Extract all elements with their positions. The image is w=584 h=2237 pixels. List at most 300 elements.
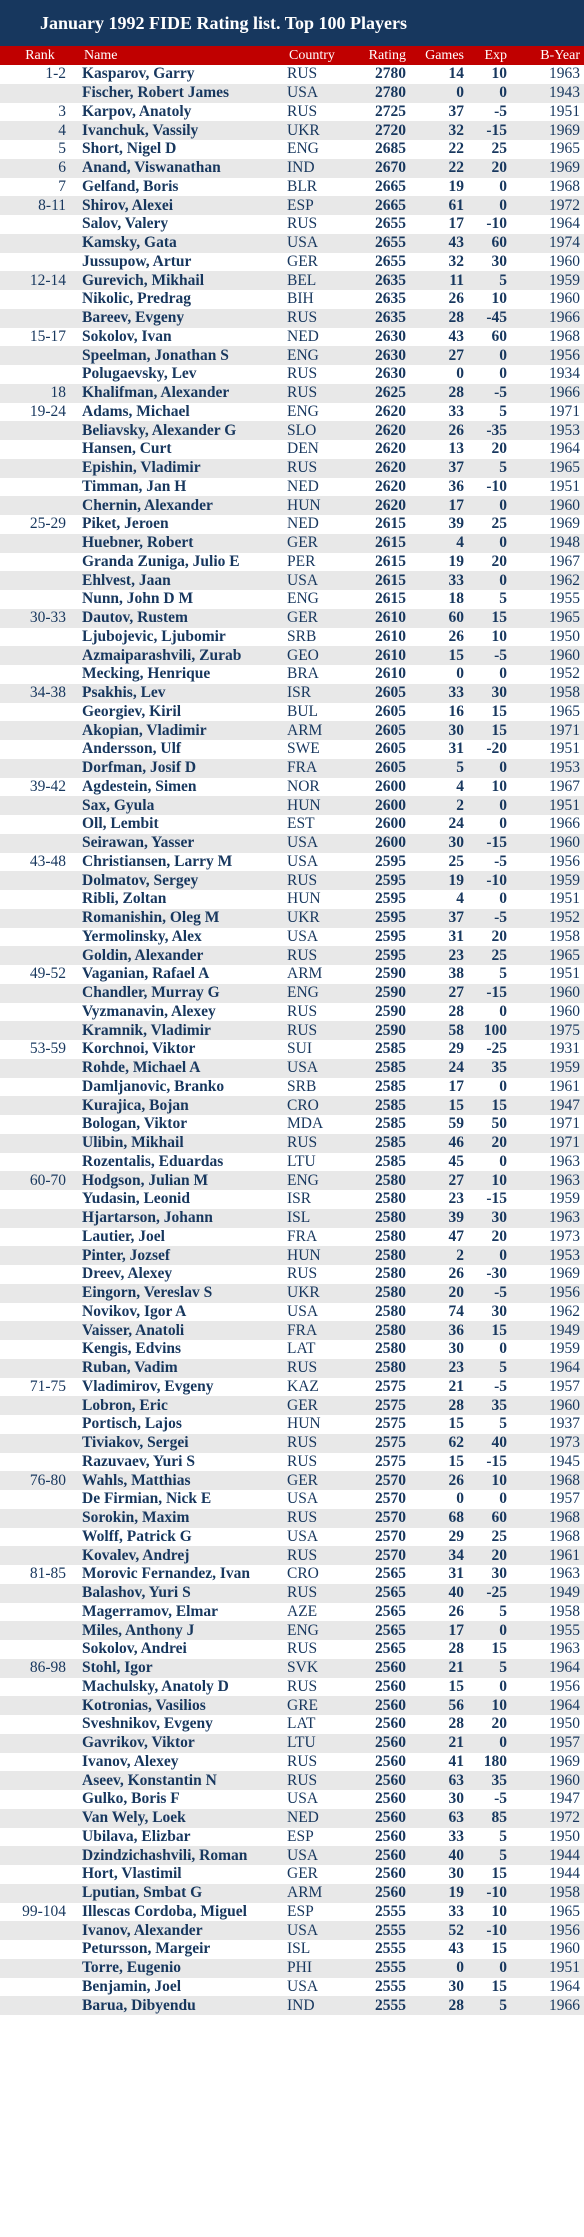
player-name-cell: Chernin, Alexander bbox=[80, 496, 285, 515]
table-row bbox=[0, 1959, 584, 1978]
birth-year-cell: 1955 bbox=[511, 1621, 584, 1640]
exp-cell: 25 bbox=[468, 946, 511, 965]
table-row bbox=[0, 796, 584, 815]
games-cell: 28 bbox=[410, 309, 468, 328]
player-name-cell: Epishin, Vladimir bbox=[80, 459, 285, 478]
games-cell: 23 bbox=[410, 1359, 468, 1378]
birth-year-cell: 1960 bbox=[511, 646, 584, 665]
player-name-cell: Romanishin, Oleg M bbox=[80, 909, 285, 928]
birth-year-cell: 1956 bbox=[511, 1678, 584, 1697]
table-row bbox=[0, 140, 584, 159]
rank-cell bbox=[0, 1546, 80, 1565]
games-cell: 23 bbox=[410, 946, 468, 965]
exp-cell: 0 bbox=[468, 1246, 511, 1265]
exp-cell: -25 bbox=[468, 1584, 511, 1603]
player-name-cell: Speelman, Jonathan S bbox=[80, 346, 285, 365]
table-row bbox=[0, 1771, 584, 1790]
birth-year-cell: 1963 bbox=[511, 65, 584, 84]
games-cell: 17 bbox=[410, 215, 468, 234]
player-name-cell: Kovalev, Andrej bbox=[80, 1546, 285, 1565]
table-row bbox=[0, 1528, 584, 1547]
exp-cell: -5 bbox=[468, 853, 511, 872]
table-row bbox=[0, 834, 584, 853]
exp-cell: 30 bbox=[468, 684, 511, 703]
games-cell: 19 bbox=[410, 178, 468, 197]
table-row bbox=[0, 1809, 584, 1828]
birth-year-cell: 1969 bbox=[511, 1753, 584, 1772]
player-name-cell: Korchnoi, Viktor bbox=[80, 1040, 285, 1059]
rank-cell bbox=[0, 1115, 80, 1134]
country-cell: USA bbox=[285, 1303, 348, 1322]
country-cell: RUS bbox=[285, 1753, 348, 1772]
exp-cell: -10 bbox=[468, 871, 511, 890]
table-row bbox=[0, 1996, 584, 2015]
rating-cell: 2575 bbox=[348, 1415, 410, 1434]
exp-cell: 20 bbox=[468, 1715, 511, 1734]
exp-cell: 0 bbox=[468, 1340, 511, 1359]
country-cell: BIH bbox=[285, 290, 348, 309]
exp-cell: 0 bbox=[468, 1959, 511, 1978]
table-row bbox=[0, 346, 584, 365]
birth-year-cell: 1951 bbox=[511, 1959, 584, 1978]
player-name-cell: Short, Nigel D bbox=[80, 140, 285, 159]
birth-year-cell: 1960 bbox=[511, 496, 584, 515]
player-name-cell: Magerramov, Elmar bbox=[80, 1603, 285, 1622]
rating-cell: 2585 bbox=[348, 1115, 410, 1134]
table-row bbox=[0, 871, 584, 890]
exp-cell: 5 bbox=[468, 1603, 511, 1622]
birth-year-cell: 1937 bbox=[511, 1415, 584, 1434]
exp-cell: 10 bbox=[468, 1471, 511, 1490]
games-cell: 26 bbox=[410, 290, 468, 309]
country-cell: RUS bbox=[285, 1003, 348, 1022]
games-cell: 18 bbox=[410, 590, 468, 609]
rating-cell: 2560 bbox=[348, 1659, 410, 1678]
rank-cell bbox=[0, 1059, 80, 1078]
table-row bbox=[0, 84, 584, 103]
country-cell: NED bbox=[285, 1809, 348, 1828]
games-cell: 15 bbox=[410, 1096, 468, 1115]
rating-cell: 2595 bbox=[348, 890, 410, 909]
rank-cell bbox=[0, 984, 80, 1003]
player-name-cell: Dreev, Alexey bbox=[80, 1265, 285, 1284]
birth-year-cell: 1945 bbox=[511, 1453, 584, 1472]
player-name-cell: Nunn, John D M bbox=[80, 590, 285, 609]
exp-cell: 35 bbox=[468, 1771, 511, 1790]
rating-cell: 2630 bbox=[348, 346, 410, 365]
rating-cell: 2565 bbox=[348, 1565, 410, 1584]
rating-cell: 2555 bbox=[348, 1940, 410, 1959]
rank-cell: 30-33 bbox=[0, 609, 80, 628]
birth-year-cell: 1943 bbox=[511, 84, 584, 103]
games-cell: 36 bbox=[410, 1321, 468, 1340]
rating-cell: 2570 bbox=[348, 1528, 410, 1547]
games-cell: 21 bbox=[410, 1734, 468, 1753]
player-name-cell: Damljanovic, Branko bbox=[80, 1078, 285, 1097]
exp-cell: 30 bbox=[468, 1209, 511, 1228]
rating-cell: 2570 bbox=[348, 1490, 410, 1509]
table-row bbox=[0, 309, 584, 328]
games-cell: 24 bbox=[410, 1059, 468, 1078]
rating-cell: 2560 bbox=[348, 1696, 410, 1715]
rank-cell bbox=[0, 646, 80, 665]
birth-year-cell: 1963 bbox=[511, 1153, 584, 1172]
rating-cell: 2620 bbox=[348, 403, 410, 422]
table-row bbox=[0, 1228, 584, 1247]
rating-cell: 2610 bbox=[348, 609, 410, 628]
birth-year-cell: 1965 bbox=[511, 459, 584, 478]
games-cell: 17 bbox=[410, 1078, 468, 1097]
country-cell: FRA bbox=[285, 1228, 348, 1247]
table-row bbox=[0, 196, 584, 215]
games-cell: 28 bbox=[410, 1396, 468, 1415]
rating-cell: 2720 bbox=[348, 121, 410, 140]
rank-cell bbox=[0, 909, 80, 928]
player-name-cell: Ribli, Zoltan bbox=[80, 890, 285, 909]
country-cell: ARM bbox=[285, 1884, 348, 1903]
country-cell: BUL bbox=[285, 703, 348, 722]
country-cell: RUS bbox=[285, 1265, 348, 1284]
table-row bbox=[0, 1753, 584, 1772]
birth-year-cell: 1971 bbox=[511, 403, 584, 422]
exp-cell: -10 bbox=[468, 215, 511, 234]
games-cell: 29 bbox=[410, 1528, 468, 1547]
table-row bbox=[0, 1434, 584, 1453]
country-cell: LAT bbox=[285, 1715, 348, 1734]
birth-year-cell: 1959 bbox=[511, 1340, 584, 1359]
birth-year-cell: 1963 bbox=[511, 1209, 584, 1228]
games-cell: 22 bbox=[410, 140, 468, 159]
player-name-cell: Barua, Dibyendu bbox=[80, 1996, 285, 2015]
exp-cell: 0 bbox=[468, 1003, 511, 1022]
table-row bbox=[0, 496, 584, 515]
rank-cell bbox=[0, 1678, 80, 1697]
rating-cell: 2560 bbox=[348, 1865, 410, 1884]
birth-year-cell: 1963 bbox=[511, 1171, 584, 1190]
birth-year-cell: 1944 bbox=[511, 1846, 584, 1865]
rank-cell bbox=[0, 796, 80, 815]
rank-cell bbox=[0, 571, 80, 590]
player-name-cell: Aseev, Konstantin N bbox=[80, 1771, 285, 1790]
games-cell: 4 bbox=[410, 778, 468, 797]
rank-cell bbox=[0, 1153, 80, 1172]
games-cell: 37 bbox=[410, 103, 468, 122]
country-cell: HUN bbox=[285, 890, 348, 909]
birth-year-cell: 1960 bbox=[511, 290, 584, 309]
rating-cell: 2560 bbox=[348, 1846, 410, 1865]
games-cell: 28 bbox=[410, 1640, 468, 1659]
table-row bbox=[0, 1640, 584, 1659]
birth-year-cell: 1952 bbox=[511, 909, 584, 928]
rank-cell bbox=[0, 1978, 80, 1997]
player-name-cell: Tiviakov, Sergei bbox=[80, 1434, 285, 1453]
country-cell: USA bbox=[285, 84, 348, 103]
country-cell: NED bbox=[285, 478, 348, 497]
country-cell: USA bbox=[285, 834, 348, 853]
player-name-cell: Sokolov, Andrei bbox=[80, 1640, 285, 1659]
table-row bbox=[0, 1153, 584, 1172]
exp-cell: -10 bbox=[468, 478, 511, 497]
player-name-cell: Nikolic, Predrag bbox=[80, 290, 285, 309]
birth-year-cell: 1944 bbox=[511, 1865, 584, 1884]
rank-cell: 3 bbox=[0, 103, 80, 122]
exp-cell: 15 bbox=[468, 609, 511, 628]
exp-cell: 0 bbox=[468, 890, 511, 909]
rank-cell: 12-14 bbox=[0, 271, 80, 290]
games-cell: 26 bbox=[410, 628, 468, 647]
birth-year-cell: 1964 bbox=[511, 215, 584, 234]
country-cell: ARM bbox=[285, 965, 348, 984]
country-cell: NED bbox=[285, 515, 348, 534]
games-cell: 37 bbox=[410, 909, 468, 928]
rating-cell: 2595 bbox=[348, 909, 410, 928]
exp-cell: 0 bbox=[468, 346, 511, 365]
games-cell: 23 bbox=[410, 1190, 468, 1209]
birth-year-cell: 1968 bbox=[511, 1471, 584, 1490]
rank-cell bbox=[0, 1246, 80, 1265]
rating-cell: 2620 bbox=[348, 459, 410, 478]
exp-cell: -5 bbox=[468, 909, 511, 928]
games-cell: 30 bbox=[410, 1978, 468, 1997]
table-row bbox=[0, 384, 584, 403]
games-cell: 2 bbox=[410, 1246, 468, 1265]
rating-cell: 2685 bbox=[348, 140, 410, 159]
exp-cell: 5 bbox=[468, 1846, 511, 1865]
games-cell: 39 bbox=[410, 515, 468, 534]
table-row bbox=[0, 1453, 584, 1472]
country-cell: ENG bbox=[285, 1171, 348, 1190]
country-cell: BEL bbox=[285, 271, 348, 290]
rank-cell: 8-11 bbox=[0, 196, 80, 215]
table-row bbox=[0, 1546, 584, 1565]
country-cell: GEO bbox=[285, 646, 348, 665]
games-cell: 30 bbox=[410, 721, 468, 740]
games-cell: 26 bbox=[410, 1265, 468, 1284]
table-row bbox=[0, 684, 584, 703]
games-cell: 15 bbox=[410, 1453, 468, 1472]
rating-cell: 2670 bbox=[348, 159, 410, 178]
country-cell: MDA bbox=[285, 1115, 348, 1134]
birth-year-cell: 1950 bbox=[511, 1715, 584, 1734]
games-cell: 20 bbox=[410, 1284, 468, 1303]
games-cell: 36 bbox=[410, 478, 468, 497]
games-cell: 43 bbox=[410, 328, 468, 347]
rank-cell: 71-75 bbox=[0, 1378, 80, 1397]
country-cell: USA bbox=[285, 1059, 348, 1078]
rating-cell: 2565 bbox=[348, 1584, 410, 1603]
player-name-cell: Kasparov, Garry bbox=[80, 65, 285, 84]
rank-cell bbox=[0, 290, 80, 309]
games-cell: 47 bbox=[410, 1228, 468, 1247]
country-cell: RUS bbox=[285, 65, 348, 84]
games-cell: 33 bbox=[410, 1903, 468, 1922]
rank-cell: 43-48 bbox=[0, 853, 80, 872]
rank-cell bbox=[0, 1228, 80, 1247]
country-cell: RUS bbox=[285, 103, 348, 122]
rank-cell: 53-59 bbox=[0, 1040, 80, 1059]
player-name-cell: Van Wely, Loek bbox=[80, 1809, 285, 1828]
exp-cell: -10 bbox=[468, 1921, 511, 1940]
birth-year-cell: 1947 bbox=[511, 1096, 584, 1115]
exp-cell: 25 bbox=[468, 140, 511, 159]
birth-year-cell: 1966 bbox=[511, 309, 584, 328]
rating-cell: 2580 bbox=[348, 1171, 410, 1190]
rank-cell bbox=[0, 534, 80, 553]
games-cell: 43 bbox=[410, 1940, 468, 1959]
games-cell: 31 bbox=[410, 928, 468, 947]
games-cell: 46 bbox=[410, 1134, 468, 1153]
birth-year-cell: 1973 bbox=[511, 1434, 584, 1453]
country-cell: SLO bbox=[285, 421, 348, 440]
exp-cell: 10 bbox=[468, 628, 511, 647]
player-name-cell: Salov, Valery bbox=[80, 215, 285, 234]
games-cell: 15 bbox=[410, 646, 468, 665]
player-name-cell: Yermolinsky, Alex bbox=[80, 928, 285, 947]
player-name-cell: Sorokin, Maxim bbox=[80, 1509, 285, 1528]
exp-cell: -15 bbox=[468, 1190, 511, 1209]
rank-cell bbox=[0, 871, 80, 890]
table-row bbox=[0, 1978, 584, 1997]
player-name-cell: Beliavsky, Alexander G bbox=[80, 421, 285, 440]
birth-year-cell: 1959 bbox=[511, 1059, 584, 1078]
rank-cell bbox=[0, 815, 80, 834]
exp-cell: 20 bbox=[468, 1134, 511, 1153]
rank-cell bbox=[0, 440, 80, 459]
exp-cell: 20 bbox=[468, 440, 511, 459]
player-name-cell: Ivanchuk, Vassily bbox=[80, 121, 285, 140]
exp-cell: 10 bbox=[468, 1903, 511, 1922]
table-row bbox=[0, 178, 584, 197]
player-name-cell: Jussupow, Artur bbox=[80, 253, 285, 272]
rank-cell bbox=[0, 253, 80, 272]
exp-cell: 5 bbox=[468, 965, 511, 984]
country-cell: BLR bbox=[285, 178, 348, 197]
rating-cell: 2655 bbox=[348, 215, 410, 234]
exp-cell: 20 bbox=[468, 928, 511, 947]
birth-year-cell: 1964 bbox=[511, 1359, 584, 1378]
rating-cell: 2555 bbox=[348, 1921, 410, 1940]
exp-cell: 15 bbox=[468, 1865, 511, 1884]
table-row bbox=[0, 1621, 584, 1640]
rating-cell: 2585 bbox=[348, 1059, 410, 1078]
birth-year-cell: 1968 bbox=[511, 1528, 584, 1547]
birth-year-cell: 1965 bbox=[511, 609, 584, 628]
exp-cell: 0 bbox=[468, 1621, 511, 1640]
birth-year-cell: 1974 bbox=[511, 234, 584, 253]
exp-cell: -5 bbox=[468, 103, 511, 122]
country-cell: GER bbox=[285, 1396, 348, 1415]
exp-cell: 10 bbox=[468, 1171, 511, 1190]
birth-year-cell: 1963 bbox=[511, 1640, 584, 1659]
exp-cell: 0 bbox=[468, 571, 511, 590]
rating-cell: 2560 bbox=[348, 1771, 410, 1790]
table-row bbox=[0, 103, 584, 122]
rank-cell: 39-42 bbox=[0, 778, 80, 797]
rank-cell bbox=[0, 928, 80, 947]
table-row bbox=[0, 1940, 584, 1959]
country-cell: GER bbox=[285, 1471, 348, 1490]
games-cell: 28 bbox=[410, 1996, 468, 2015]
country-cell: LTU bbox=[285, 1734, 348, 1753]
country-cell: ENG bbox=[285, 403, 348, 422]
rank-cell: 7 bbox=[0, 178, 80, 197]
country-cell: RUS bbox=[285, 1678, 348, 1697]
player-name-cell: Gulko, Boris F bbox=[80, 1790, 285, 1809]
table-row bbox=[0, 946, 584, 965]
games-cell: 22 bbox=[410, 159, 468, 178]
table-row bbox=[0, 1846, 584, 1865]
player-name-cell: Lputian, Smbat G bbox=[80, 1884, 285, 1903]
rating-cell: 2610 bbox=[348, 628, 410, 647]
country-cell: ISR bbox=[285, 684, 348, 703]
rank-cell bbox=[0, 1603, 80, 1622]
table-row bbox=[0, 1321, 584, 1340]
player-name-cell: Dautov, Rustem bbox=[80, 609, 285, 628]
player-name-cell: Rozentalis, Eduardas bbox=[80, 1153, 285, 1172]
table-row bbox=[0, 1303, 584, 1322]
country-cell: ISL bbox=[285, 1940, 348, 1959]
exp-cell: 0 bbox=[468, 759, 511, 778]
exp-cell: 0 bbox=[468, 1490, 511, 1509]
rating-cell: 2575 bbox=[348, 1434, 410, 1453]
country-cell: RUS bbox=[285, 1134, 348, 1153]
player-name-cell: Rohde, Michael A bbox=[80, 1059, 285, 1078]
table-row bbox=[0, 1903, 584, 1922]
rank-cell: 4 bbox=[0, 121, 80, 140]
player-name-cell: Vaganian, Rafael A bbox=[80, 965, 285, 984]
table-row bbox=[0, 1209, 584, 1228]
rank-cell bbox=[0, 1734, 80, 1753]
exp-cell: 15 bbox=[468, 1321, 511, 1340]
games-cell: 28 bbox=[410, 1003, 468, 1022]
player-name-cell: Ulibin, Mikhail bbox=[80, 1134, 285, 1153]
country-cell: ARM bbox=[285, 721, 348, 740]
games-cell: 19 bbox=[410, 871, 468, 890]
rating-cell: 2615 bbox=[348, 515, 410, 534]
rating-cell: 2555 bbox=[348, 1978, 410, 1997]
birth-year-cell: 1959 bbox=[511, 1190, 584, 1209]
rank-cell bbox=[0, 309, 80, 328]
column-header-country: Country bbox=[285, 46, 348, 65]
exp-cell: 85 bbox=[468, 1809, 511, 1828]
player-name-cell: Shirov, Alexei bbox=[80, 196, 285, 215]
player-name-cell: Christiansen, Larry M bbox=[80, 853, 285, 872]
rank-cell: 34-38 bbox=[0, 684, 80, 703]
exp-cell: 30 bbox=[468, 253, 511, 272]
player-name-cell: Kotronias, Vasilios bbox=[80, 1696, 285, 1715]
birth-year-cell: 1973 bbox=[511, 1228, 584, 1247]
player-name-cell: Sokolov, Ivan bbox=[80, 328, 285, 347]
country-cell: UKR bbox=[285, 909, 348, 928]
column-header-exp: Exp bbox=[468, 46, 511, 65]
exp-cell: 0 bbox=[468, 84, 511, 103]
rating-cell: 2665 bbox=[348, 196, 410, 215]
country-cell: RUS bbox=[285, 384, 348, 403]
rating-cell: 2600 bbox=[348, 796, 410, 815]
birth-year-cell: 1964 bbox=[511, 1978, 584, 1997]
table-row bbox=[0, 65, 584, 84]
table-row bbox=[0, 534, 584, 553]
rank-cell: 5 bbox=[0, 140, 80, 159]
rating-cell: 2565 bbox=[348, 1603, 410, 1622]
rank-cell bbox=[0, 1434, 80, 1453]
table-row bbox=[0, 234, 584, 253]
table-row bbox=[0, 628, 584, 647]
country-cell: LAT bbox=[285, 1340, 348, 1359]
player-name-cell: Gavrikov, Viktor bbox=[80, 1734, 285, 1753]
player-name-cell: Razuvaev, Yuri S bbox=[80, 1453, 285, 1472]
player-name-cell: Ehlvest, Jaan bbox=[80, 571, 285, 590]
